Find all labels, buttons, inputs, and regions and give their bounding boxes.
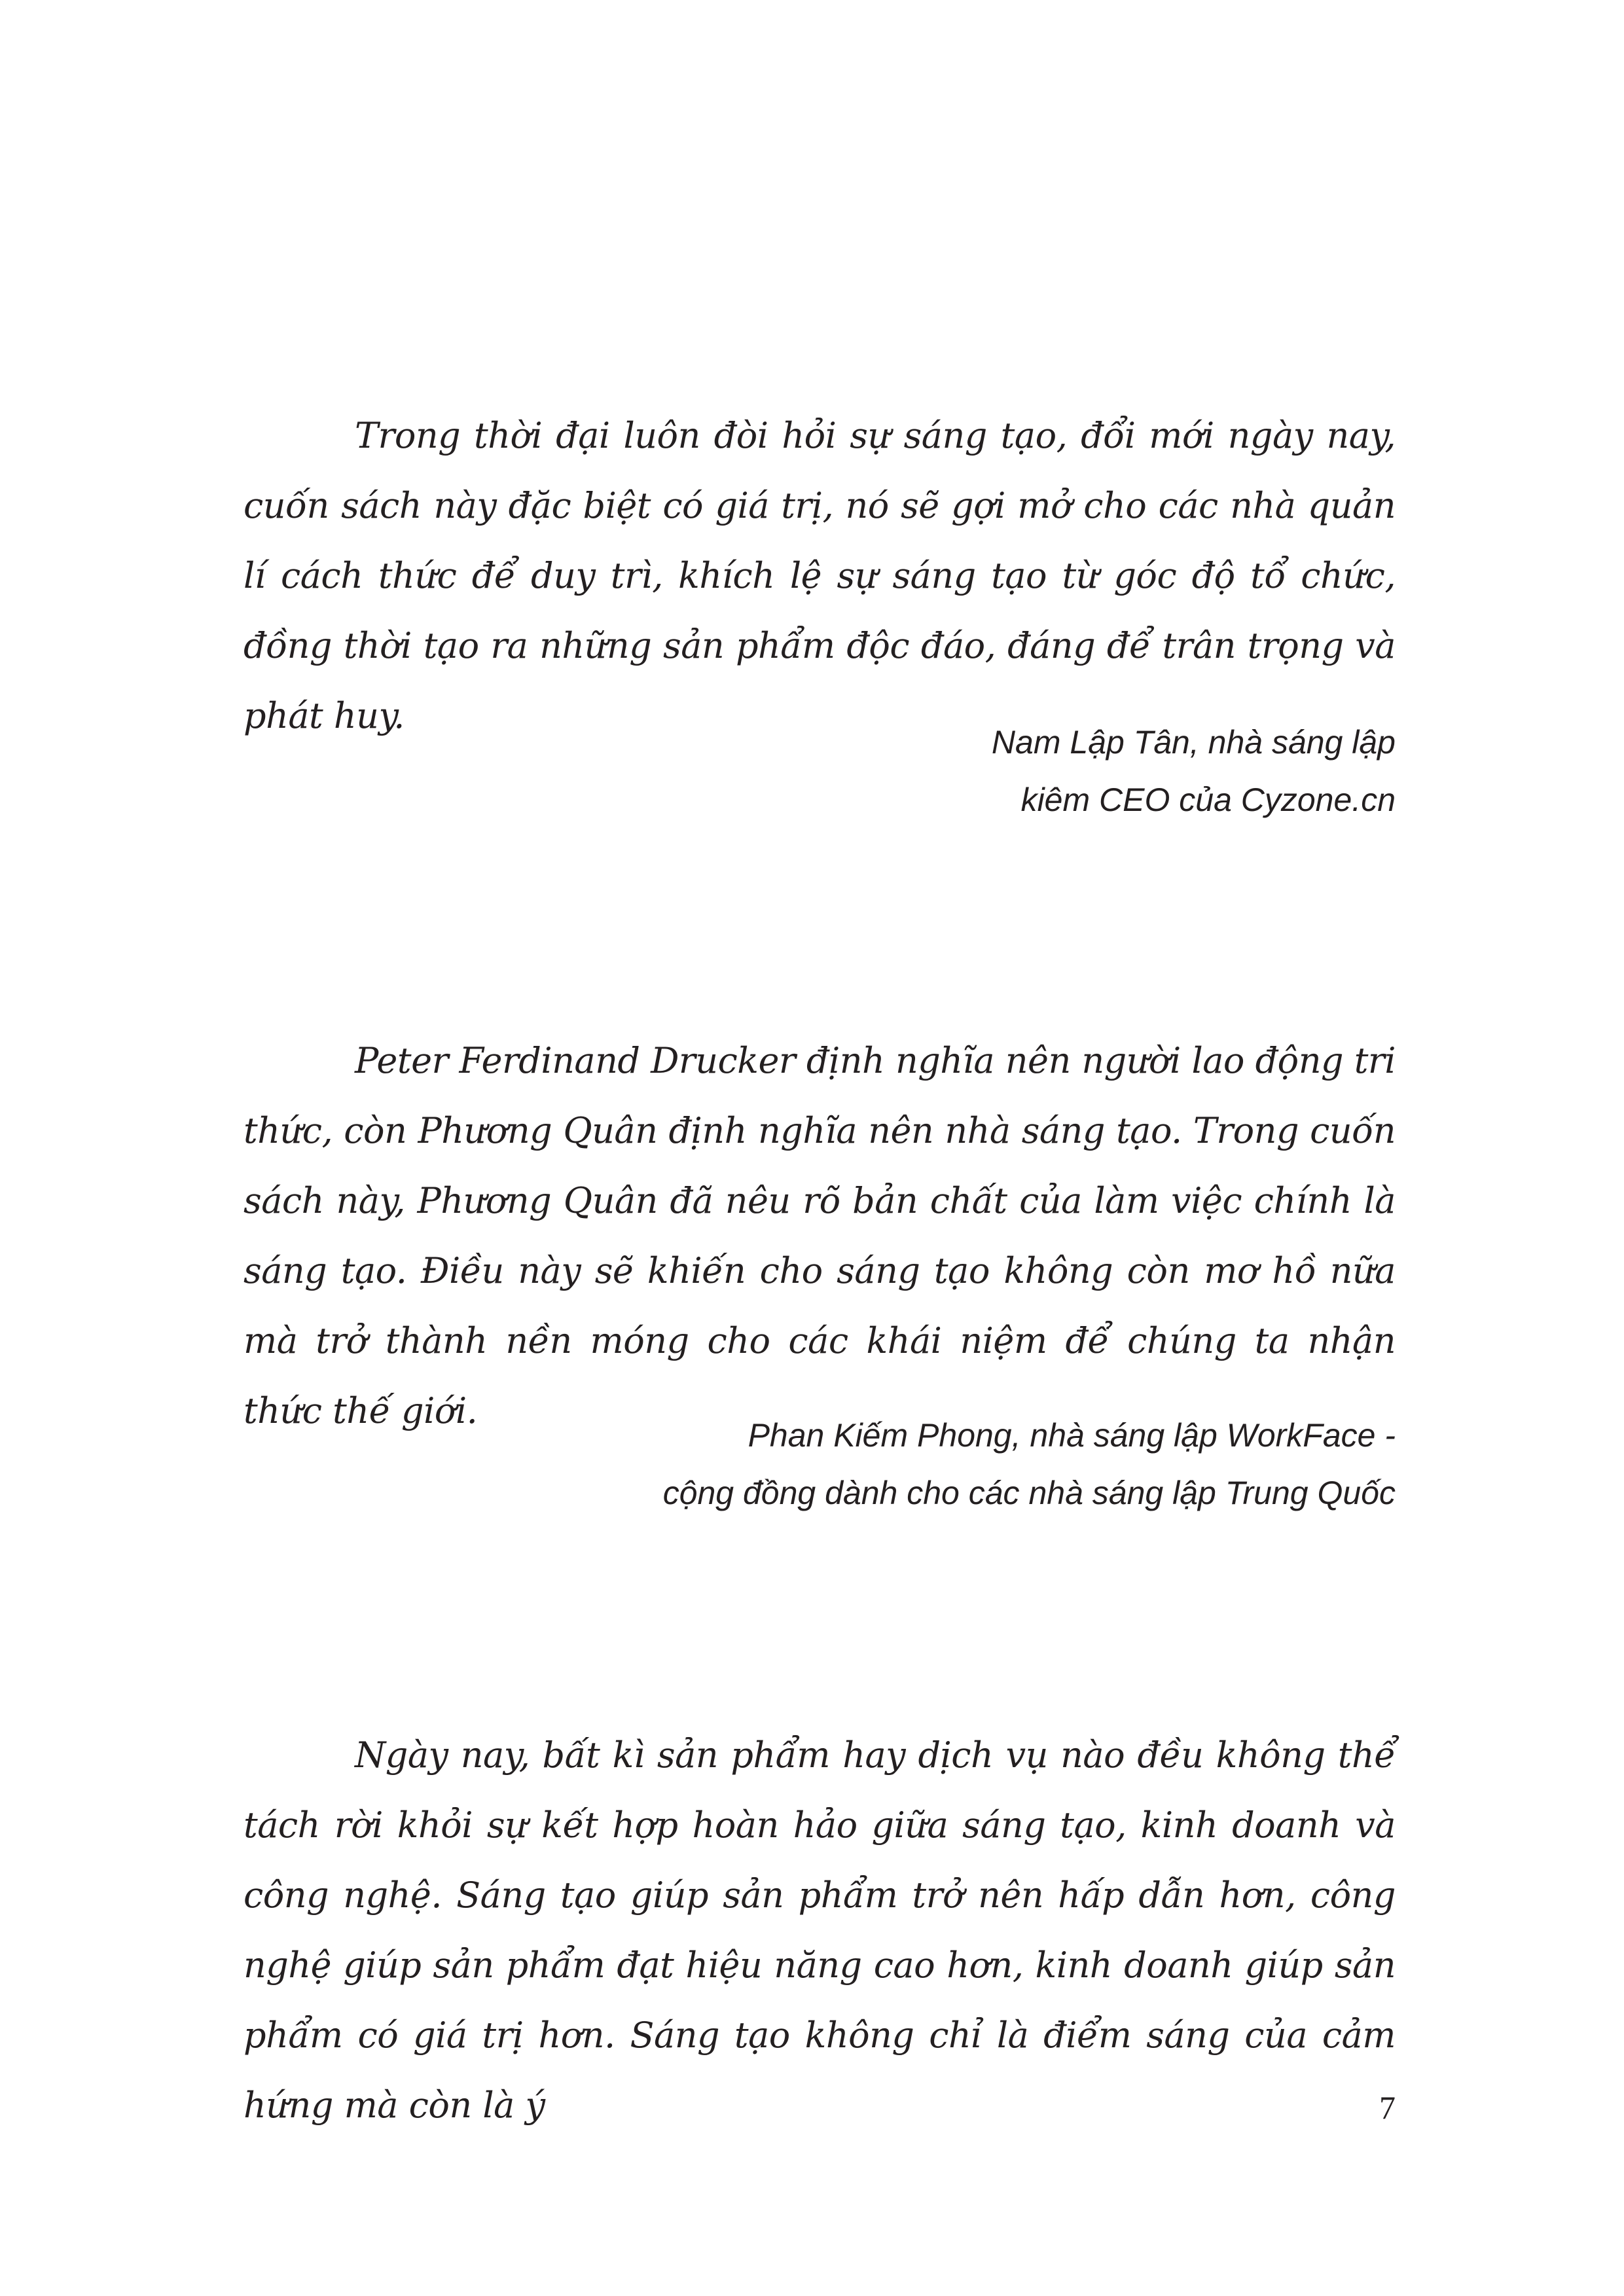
testimonial-1-attribution bbox=[244, 713, 1396, 829]
testimonial-3 bbox=[244, 1720, 1396, 2140]
attribution-line: Phan Kiếm Phong, nhà sáng lập WorkFace - bbox=[748, 1417, 1396, 1454]
testimonial-2 bbox=[244, 1026, 1396, 1446]
testimonial-1 bbox=[244, 401, 1396, 751]
page-number: 7 bbox=[1379, 2089, 1396, 2126]
testimonial-2-attribution bbox=[244, 1407, 1396, 1522]
attribution-line: cộng đồng dành cho các nhà sáng lập Trung Quốc bbox=[662, 1475, 1396, 1511]
testimonial-attribution bbox=[244, 1407, 1396, 1522]
testimonial-quote: Ngày nay, bất kì sản phẩm hay dịch vụ nào đều không thể tách rời khỏi sự kết hợp hoàn hảo giữa sáng tạo, kinh doanh và công nghệ. Sáng tạo giúp sản phẩm trở nên hấp dẫn hơn, công nghệ giúp sản phẩm đạt hiệu năng cao hơn, kinh doanh giúp sản phẩm có giá trị hơn. Sáng tạo không chỉ là điểm sáng của cảm hứng mà còn là ý bbox=[244, 1734, 1396, 2126]
testimonial-quote: Peter Ferdinand Drucker định nghĩa nên người lao động tri thức, còn Phương Quân định nghĩa nên nhà sáng tạo. Trong cuốn sách này, Phương Quân đã nêu rõ bản chất của làm việc chính là sáng tạo. Điều này sẽ khiến cho sáng tạo không còn mơ hồ nữa mà trở thành nền móng cho các khái niệm để chúng ta nhận thức thế giới. bbox=[244, 1040, 1396, 1431]
attribution-line: kiêm CEO của Cyzone.cn bbox=[1020, 781, 1396, 818]
testimonial-attribution bbox=[244, 713, 1396, 829]
attribution-line: Nam Lập Tân, nhà sáng lập bbox=[991, 724, 1396, 761]
testimonial-quote: Trong thời đại luôn đòi hỏi sự sáng tạo, đổi mới ngày nay, cuốn sách này đặc biệt có giá trị, nó sẽ gợi mở cho các nhà quản lí cách thức để duy trì, khích lệ sự sáng tạo từ góc độ tổ chức, đồng thời tạo ra những sản phẩm độc đáo, đáng để trân trọng và phát huy. bbox=[244, 415, 1396, 736]
